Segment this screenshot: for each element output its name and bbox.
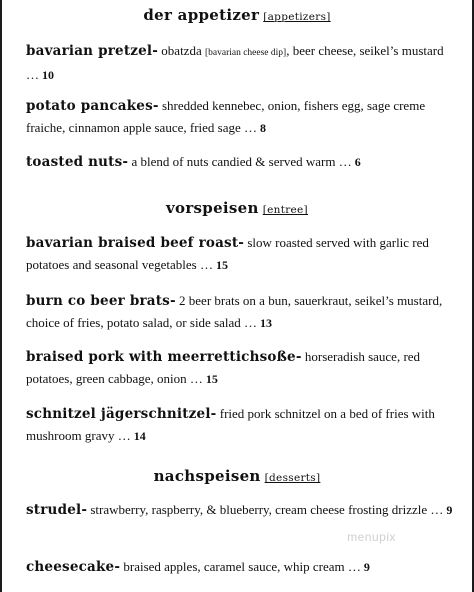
item-description-cont: , beer cheese, seikel’s mustard … (26, 43, 444, 82)
item-description: strawberry, raspberry, & blueberry, cream cheese frosting drizzle … (87, 502, 444, 517)
item-description: 2 beer brats on a bun, sauerkraut, seikel’s mustard, choice of fries, potato salad, or side salad … (26, 293, 443, 330)
item-name: braised pork with meerrettichsoße- (26, 349, 302, 365)
item-price: 13 (257, 316, 273, 330)
item-price: 6 (351, 155, 361, 169)
section-title: nachspeisen (153, 467, 261, 485)
item-price: 9 (443, 503, 453, 517)
item-name: strudel- (26, 502, 88, 518)
menu-item-beer-brats (26, 290, 456, 334)
item-description: slow roasted served with garlic red potatoes and seasonal vegetables … (26, 235, 429, 272)
menu-item-schnitzel (26, 403, 456, 447)
item-price: 15 (202, 372, 218, 386)
menu-item-braised-pork (26, 346, 456, 390)
item-price: 15 (213, 258, 228, 272)
item-description: horseradish sauce, red potatoes, green cabbage, onion … (26, 349, 421, 386)
item-description: braised apples, caramel sauce, whip cream … (120, 559, 361, 574)
section-subtitle: [entree] (262, 204, 308, 216)
item-description: obatzda (158, 43, 205, 58)
section-heading-entree (2, 199, 472, 217)
section-subtitle: [appetizers] (263, 11, 331, 23)
menu-item-braised-beef-roast (26, 232, 456, 276)
item-name: bavarian braised beef roast- (26, 235, 245, 251)
item-name: burn co beer brats- (26, 293, 176, 309)
item-description: shredded kennebec, onion, fishers egg, sage creme fraiche, cinnamon apple sauce, fried sage … (26, 98, 426, 135)
item-description: a blend of nuts candied & served warm … (128, 154, 352, 169)
menu-item-cheesecake (26, 556, 456, 578)
menu-item-bavarian-pretzel (26, 40, 456, 86)
section-title: vorspeisen (166, 199, 259, 217)
item-name: toasted nuts- (26, 154, 129, 170)
item-description: fried pork schnitzel on a bed of fries with mushroom gravy … (26, 406, 435, 443)
menu-item-toasted-nuts (26, 151, 456, 173)
item-note: [bavarian cheese dip] (204, 48, 287, 58)
item-price: 8 (257, 121, 267, 135)
item-name: bavarian pretzel- (26, 43, 159, 59)
item-name: cheesecake- (26, 559, 121, 575)
item-name: potato pancakes- (26, 98, 159, 114)
section-heading-desserts (2, 467, 472, 485)
menu-item-strudel (26, 499, 456, 521)
section-subtitle: [desserts] (264, 472, 321, 484)
item-price: 14 (130, 429, 146, 443)
item-name: schnitzel jägerschnitzel- (26, 406, 217, 422)
item-price: 9 (360, 560, 370, 574)
section-title: der appetizer (143, 6, 260, 24)
watermark: menupix (347, 530, 396, 544)
menu-item-potato-pancakes (26, 95, 456, 139)
menu-page (2, 0, 472, 592)
section-heading-appetizer (2, 6, 472, 24)
item-price: 10 (39, 68, 54, 82)
